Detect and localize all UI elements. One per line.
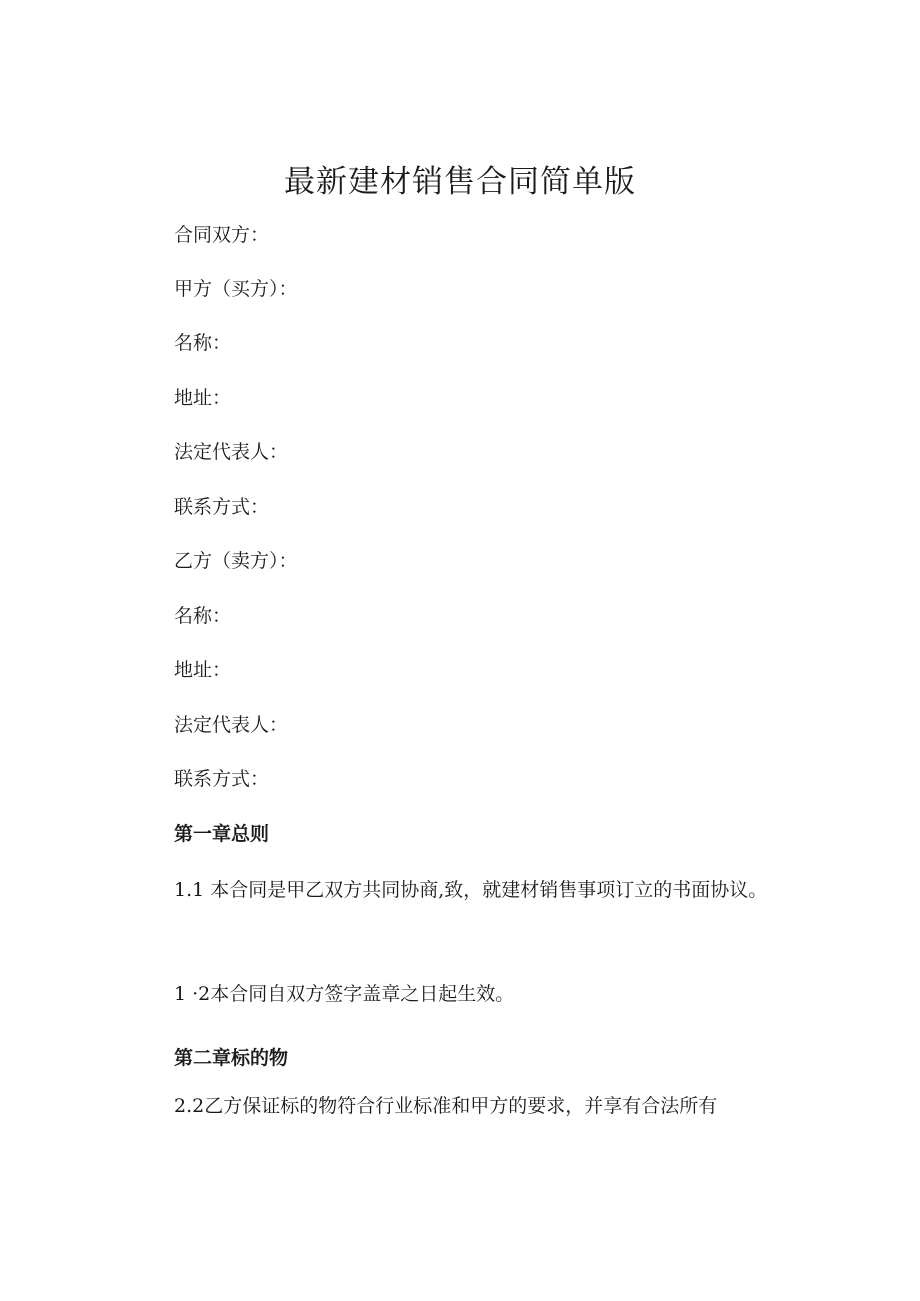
party-b-address-label: 地址： — [174, 659, 232, 681]
clause-1-2: 1 ·2本合同自双方签字盖章之日起生效。 — [174, 983, 515, 1005]
parties-label: 合同双方： — [174, 224, 270, 246]
party-b-contact-label: 联系方式： — [174, 768, 270, 790]
clause-2-2: 2.2乙方保证标的物符合行业标准和甲方的要求，并享有合法所有 — [174, 1095, 718, 1117]
party-b-name-label: 名称： — [174, 605, 232, 627]
party-a-heading: 甲方（买方）： — [174, 278, 298, 300]
party-a-name-label: 名称： — [174, 332, 232, 354]
party-a-contact-label: 联系方式： — [174, 496, 270, 518]
chapter-2-heading: 第二章标的物 — [174, 1047, 289, 1069]
party-b-legal-rep-label: 法定代表人： — [174, 714, 289, 736]
clause-1-1: 1.1 本合同是甲乙双方共同协商,致，就建材销售事项订立的书面协议。 — [174, 879, 768, 901]
chapter-1-heading: 第一章总则 — [174, 823, 270, 845]
document-title: 最新建材销售合同简单版 — [284, 164, 636, 200]
party-a-address-label: 地址： — [174, 387, 232, 409]
party-b-heading: 乙方（卖方）： — [174, 550, 298, 572]
party-a-legal-rep-label: 法定代表人： — [174, 441, 289, 463]
